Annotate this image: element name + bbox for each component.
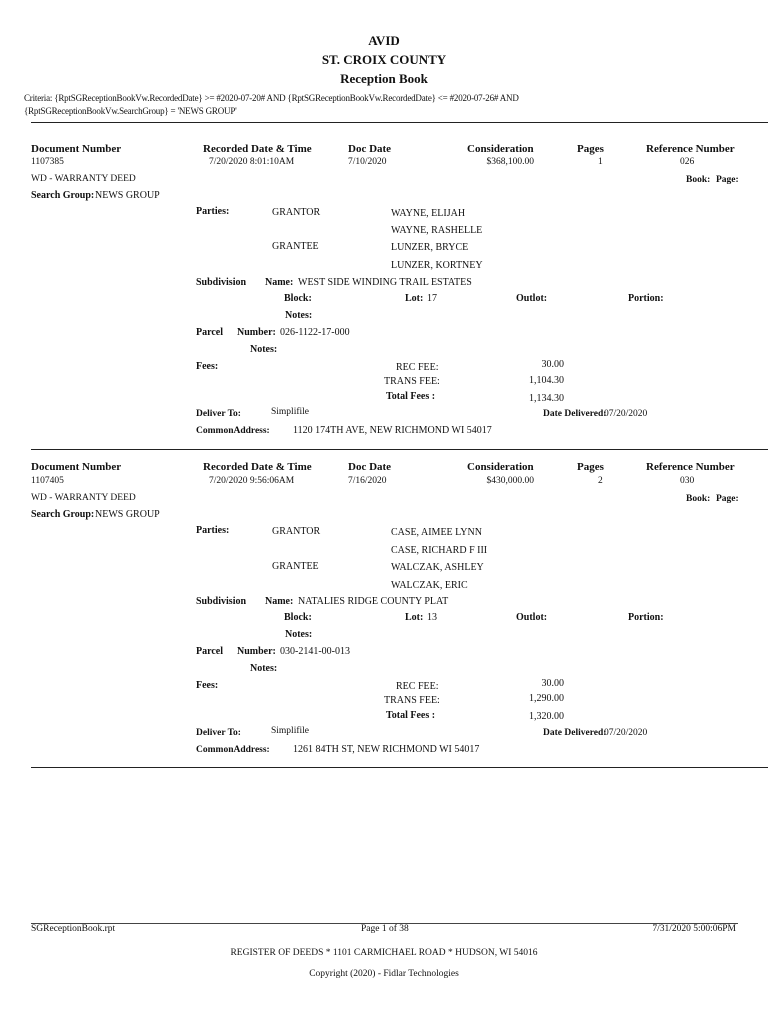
doc-date-label: Doc Date xyxy=(348,143,392,155)
copyright: Copyright (2020) - Fidlar Technologies xyxy=(309,969,459,979)
parcel-notes-label: Notes: xyxy=(250,663,278,674)
consideration-label: Consideration xyxy=(467,461,534,473)
fees-label: Fees: xyxy=(196,680,219,691)
trans-fee-label: TRANS FEE: xyxy=(384,376,440,387)
report-org-title: AVID xyxy=(368,33,400,48)
search-group-value: NEWS GROUP xyxy=(95,509,160,520)
subdivision-notes-label: Notes: xyxy=(285,629,313,640)
portion-label: Portion: xyxy=(628,293,664,304)
doc-date-value: 7/16/2020 xyxy=(348,476,387,486)
record-divider xyxy=(31,449,768,450)
common-address-value: 1261 84TH ST, NEW RICHMOND WI 54017 xyxy=(293,744,480,755)
pages-label: Pages xyxy=(577,461,604,473)
date-delivered-label: Date Delivered: xyxy=(543,728,607,738)
parcel-number-label: Number: xyxy=(237,646,276,657)
lot-label: Lot: xyxy=(405,293,424,304)
recorded-label: Recorded Date & Time xyxy=(203,461,312,473)
party-name: WALCZAK, ASHLEY xyxy=(391,562,484,573)
parcel-number-label: Number: xyxy=(237,327,276,338)
party-name: LUNZER, KORTNEY xyxy=(391,260,483,271)
trans-fee-value: 1,290.00 xyxy=(529,693,564,704)
trans-fee-label: TRANS FEE: xyxy=(384,695,440,706)
rec-fee-label: REC FEE: xyxy=(396,362,439,373)
parcel-number-value: 026-1122-17-000 xyxy=(280,327,350,338)
party-name: LUNZER, BRYCE xyxy=(391,242,469,253)
portion-label: Portion: xyxy=(628,612,664,623)
total-fees-value: 1,320.00 xyxy=(529,711,564,722)
common-address-label: CommonAddress: xyxy=(196,426,270,436)
date-delivered-value: 07/20/2020 xyxy=(604,409,648,419)
reference-value: 030 xyxy=(680,476,695,486)
doc-number-value: 1107405 xyxy=(31,476,64,486)
book-label: Book: xyxy=(686,175,711,185)
rec-fee-value: 30.00 xyxy=(541,678,564,689)
criteria-line-2: {RptSGReceptionBookVw.SearchGroup} = 'NEWS GROUP' xyxy=(24,106,237,116)
date-delivered-value: 07/20/2020 xyxy=(604,728,648,738)
reference-label: Reference Number xyxy=(646,461,735,473)
recorded-label: Recorded Date & Time xyxy=(203,143,312,155)
record-divider xyxy=(31,767,768,768)
printed-timestamp: 7/31/2020 5:00:06PM xyxy=(652,924,736,934)
page-label: Page: xyxy=(716,494,739,504)
block-label: Block: xyxy=(284,293,312,304)
block-label: Block: xyxy=(284,612,312,623)
recorded-value: 7/20/2020 8:01:10AM xyxy=(209,157,295,167)
doc-date-value: 7/10/2020 xyxy=(348,157,387,167)
consideration-value: $368,100.00 xyxy=(486,157,534,167)
parties-label: Parties: xyxy=(196,525,230,536)
recorded-value: 7/20/2020 9:56:06AM xyxy=(209,476,295,486)
consideration-value: $430,000.00 xyxy=(486,476,534,486)
rec-fee-label: REC FEE: xyxy=(396,681,439,692)
deliver-to-label: Deliver To: xyxy=(196,409,241,419)
page-indicator: Page 1 of 38 xyxy=(361,924,409,934)
outlot-label: Outlot: xyxy=(516,612,548,623)
grantor-role: GRANTOR xyxy=(272,526,321,537)
lot-label: Lot: xyxy=(405,612,424,623)
common-address-label: CommonAddress: xyxy=(196,745,270,755)
subdivision-label: Subdivision xyxy=(196,596,247,607)
search-group-value: NEWS GROUP xyxy=(95,190,160,201)
doc-date-label: Doc Date xyxy=(348,461,392,473)
report-book-title: Reception Book xyxy=(340,71,428,86)
doc-type: WD - WARRANTY DEED xyxy=(31,493,136,503)
common-address-value: 1120 174TH AVE, NEW RICHMOND WI 54017 xyxy=(293,425,492,436)
search-group-label: Search Group: xyxy=(31,190,95,201)
parcel-label: Parcel xyxy=(196,646,224,657)
deliver-to-value: Simplifile xyxy=(271,407,309,417)
party-name: WALCZAK, ERIC xyxy=(391,580,468,591)
parties-label: Parties: xyxy=(196,206,230,217)
criteria-line-1: Criteria: {RptSGReceptionBookVw.RecordedDate} >= #2020-07-20# AND {RptSGReceptionBookVw.RecordedDate} <= #2020-07-26# AND xyxy=(24,93,519,103)
reference-value: 026 xyxy=(680,157,695,167)
subdivision-name-label: Name: xyxy=(265,277,294,288)
doc-number-label: Document Number xyxy=(31,461,122,473)
total-fees-label: Total Fees : xyxy=(386,391,436,402)
fees-label: Fees: xyxy=(196,361,219,372)
pages-value: 1 xyxy=(598,157,603,167)
page-label: Page: xyxy=(716,175,739,185)
subdivision-notes-label: Notes: xyxy=(285,310,313,321)
grantor-role: GRANTOR xyxy=(272,207,321,218)
deliver-to-value: Simplifile xyxy=(271,726,309,736)
deliver-to-label: Deliver To: xyxy=(196,728,241,738)
search-group-label: Search Group: xyxy=(31,509,95,520)
party-name: WAYNE, ELIJAH xyxy=(391,208,466,219)
total-fees-label: Total Fees : xyxy=(386,710,436,721)
report-county-title: ST. CROIX COUNTY xyxy=(321,52,447,67)
grantee-role: GRANTEE xyxy=(272,241,319,252)
total-fees-value: 1,134.30 xyxy=(529,393,564,404)
grantee-role: GRANTEE xyxy=(272,561,319,572)
office-address: REGISTER OF DEEDS * 1101 CARMICHAEL ROAD * HUDSON, WI 54016 xyxy=(230,948,538,958)
party-name: CASE, AIMEE LYNN xyxy=(391,527,482,538)
parcel-label: Parcel xyxy=(196,327,224,338)
party-name: CASE, RICHARD F III xyxy=(391,545,488,556)
parcel-notes-label: Notes: xyxy=(250,344,278,355)
party-name: WAYNE, RASHELLE xyxy=(391,225,483,236)
consideration-label: Consideration xyxy=(467,143,534,155)
book-label: Book: xyxy=(686,494,711,504)
report-name: SGReceptionBook.rpt xyxy=(31,924,116,934)
trans-fee-value: 1,104.30 xyxy=(529,375,564,386)
lot-value: 17 xyxy=(427,293,437,304)
outlot-label: Outlot: xyxy=(516,293,548,304)
reference-label: Reference Number xyxy=(646,143,735,155)
rec-fee-value: 30.00 xyxy=(541,359,564,370)
parcel-number-value: 030-2141-00-013 xyxy=(280,646,350,657)
doc-number-label: Document Number xyxy=(31,143,122,155)
lot-value: 13 xyxy=(427,612,437,623)
doc-number-value: 1107385 xyxy=(31,157,64,167)
subdivision-name-value: NATALIES RIDGE COUNTY PLAT xyxy=(298,596,449,607)
pages-label: Pages xyxy=(577,143,604,155)
pages-value: 2 xyxy=(598,476,603,486)
subdivision-label: Subdivision xyxy=(196,277,247,288)
doc-type: WD - WARRANTY DEED xyxy=(31,174,136,184)
subdivision-name-value: WEST SIDE WINDING TRAIL ESTATES xyxy=(298,277,472,288)
date-delivered-label: Date Delivered: xyxy=(543,409,607,419)
header-divider xyxy=(31,122,768,123)
subdivision-name-label: Name: xyxy=(265,596,294,607)
